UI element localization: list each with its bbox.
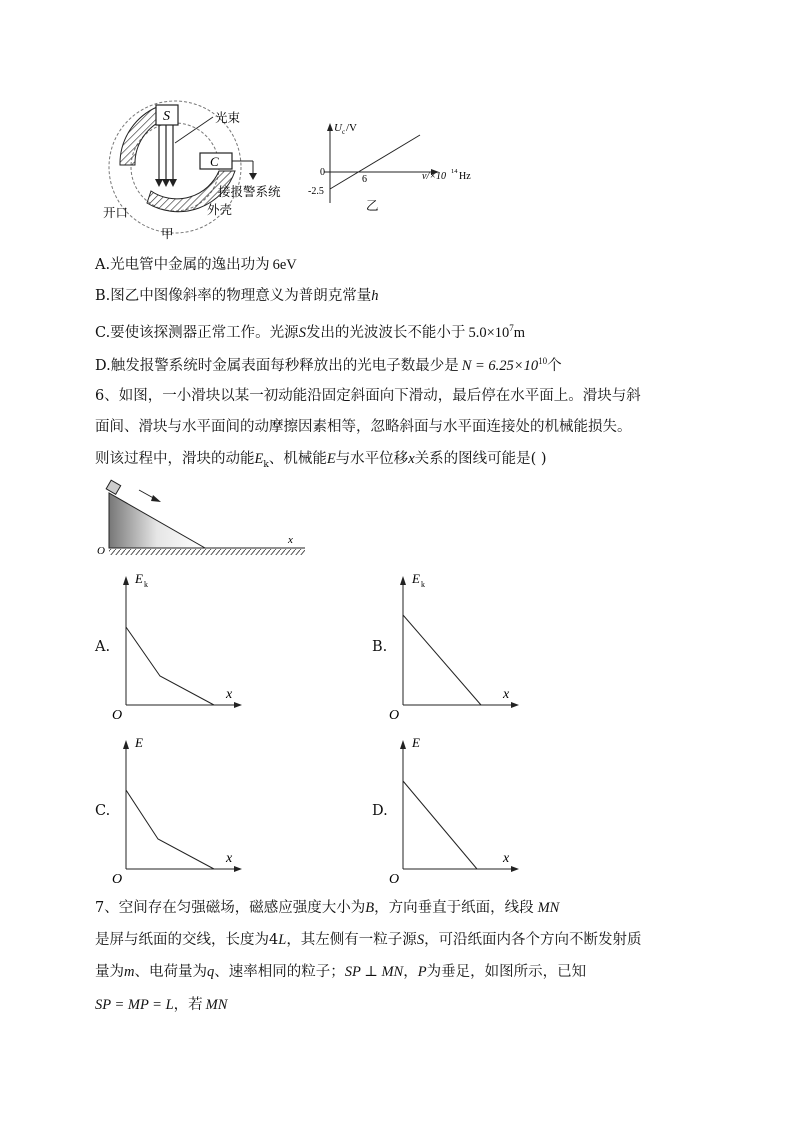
svg-text:c: c (342, 128, 346, 136)
option-b: B.图乙中图像斜率的物理意义为普朗克常量h (95, 288, 379, 304)
slider-block (106, 480, 121, 494)
svg-text:U: U (334, 122, 342, 134)
source-label: S (163, 109, 170, 124)
waike-label: 外壳 (207, 202, 233, 217)
kaikou-label: 开口 (103, 205, 129, 220)
q6-line2: 面间、滑块与水平面间的动摩擦因素相等，忽略斜面与水平面连接处的机械能损失。 (95, 419, 632, 435)
slope-figure (95, 478, 310, 558)
cathode-label: C (210, 154, 219, 169)
jia-caption: 甲 (161, 226, 174, 241)
svg-text:E: E (135, 735, 143, 750)
graph-c-label: C. (95, 803, 111, 819)
svg-text:0: 0 (320, 167, 325, 178)
svg-text:O: O (112, 708, 123, 723)
svg-text:x: x (503, 687, 510, 702)
svg-text:x: x (226, 687, 233, 702)
figure-jia (95, 95, 315, 245)
yi-caption: 乙 (366, 198, 379, 213)
svg-text:-2.5: -2.5 (308, 186, 324, 197)
svg-text:O: O (112, 872, 123, 887)
svg-text:ν/×10: ν/×10 (422, 171, 446, 182)
svg-text:Hz: Hz (459, 171, 471, 182)
svg-text:x: x (226, 851, 233, 866)
svg-text:x: x (288, 534, 293, 546)
graph-c (108, 729, 248, 889)
q6-line3: 则该过程中，滑块的动能$E_k$、机械能E与水平位移x关系的图线可能是( ) (95, 451, 547, 470)
svg-text:k: k (144, 580, 148, 589)
graph-b (385, 565, 525, 725)
svg-text:E: E (412, 735, 420, 750)
svg-text:6: 6 (362, 174, 367, 185)
graph-d-label: D. (372, 803, 388, 819)
graph-d (385, 729, 525, 889)
alarm-label: 接报警系统 (218, 184, 281, 199)
q6-line1: 6、如图，一小滑块以某一初动能沿固定斜面向下滑动，最后停在水平面上。滑块与斜 (95, 388, 641, 404)
graph-b-label: B. (372, 639, 388, 655)
svg-text:14: 14 (451, 168, 458, 175)
svg-text:x: x (503, 851, 510, 866)
guangshu-label: 光束 (215, 110, 241, 125)
graph-b-curve (403, 615, 481, 705)
q7-line4: SP = MP = L，若 MN (95, 997, 228, 1013)
figure-yi (300, 115, 490, 220)
q7-line2: 是屏与纸面的交线，长度为4L，其左侧有一粒子源S，可沿纸面内各个方向不断发射质 (95, 932, 642, 948)
graph-a-curve (126, 627, 214, 705)
svg-text:k: k (421, 580, 425, 589)
svg-text:O: O (389, 708, 400, 723)
graph-a-label: A. (95, 639, 111, 655)
option-d: D.触发报警系统时金属表面每秒释放出的光电子数最少是 $N = 6.25\times 10^{10}$个 (95, 356, 562, 374)
svg-text:/V: /V (346, 122, 357, 134)
graph-c-curve (126, 790, 214, 869)
uc-line (330, 135, 420, 189)
svg-text:E: E (412, 571, 420, 586)
q7-line1: 7、空间存在匀强磁场，磁感应强度大小为B，方向垂直于纸面，线段 MN (95, 900, 560, 916)
q7-line3: 量为m、电荷量为q、速率相同的粒子；SP ⊥ MN，P为垂足，如图所示，已知 (95, 964, 587, 980)
svg-text:O: O (389, 872, 400, 887)
graph-d-curve (403, 781, 477, 869)
svg-text:O: O (97, 545, 105, 557)
option-a: A.光电管中金属的逸出功为 6eV (95, 257, 297, 273)
option-c: C.要使该探测器正常工作。光源S发出的光波波长不能小于 $5.0\times 10^7m$ (95, 323, 526, 341)
svg-text:E: E (135, 571, 143, 586)
graph-a (108, 565, 248, 725)
